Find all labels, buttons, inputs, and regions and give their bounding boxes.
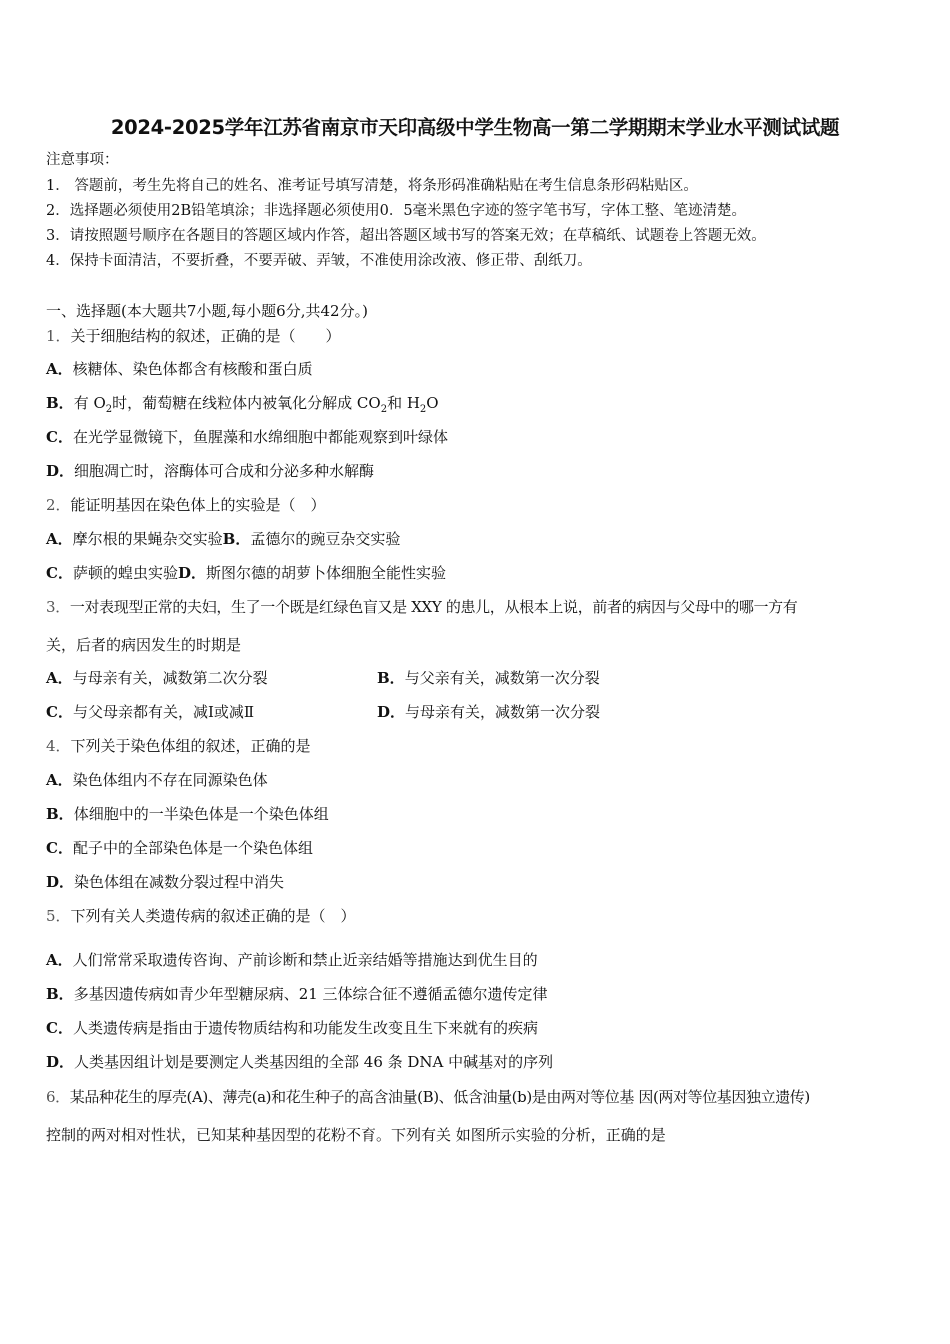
question-6-stem-line-2: 控制的两对相对性状，已知某种基因型的花粉不育。下列有关 如图所示实验的分析，正确的是 bbox=[46, 1126, 666, 1144]
option-text: 斯图尔德的胡萝卜体细胞全能性实验 bbox=[205, 564, 446, 582]
option-text: 与母亲有关，减数第一次分裂 bbox=[405, 703, 601, 721]
option-text: 与母亲有关，减数第二次分裂 bbox=[72, 669, 268, 687]
option-text: 有 O bbox=[73, 394, 106, 412]
question-4-option-c bbox=[46, 838, 313, 858]
subscript: 2 bbox=[380, 404, 388, 415]
question-5-stem bbox=[46, 906, 356, 926]
question-text: 关于细胞结构的叙述，正确的是（ ） bbox=[70, 327, 341, 345]
option-letter: B． bbox=[377, 669, 405, 687]
option-text: 与父亲有关，减数第一次分裂 bbox=[404, 669, 600, 687]
question-number: 1． bbox=[46, 327, 71, 345]
option-text: 时，葡萄糖在线粒体内被氧化分解成 CO bbox=[112, 394, 381, 412]
question-1-stem bbox=[46, 326, 341, 346]
option-text: 配子中的全部染色体是一个染色体组 bbox=[72, 839, 313, 857]
option-text: 萨顿的蝗虫实验 bbox=[72, 564, 178, 582]
option-text: 人们常常采取遗传咨询、产前诊断和禁止近亲结婚等措施达到优生目的 bbox=[72, 951, 538, 969]
question-4-option-d bbox=[46, 872, 284, 892]
option-text: 和 H bbox=[387, 394, 420, 412]
option-text: 与父母亲都有关，减Ⅰ或减Ⅱ bbox=[72, 703, 255, 721]
question-3-option-b bbox=[377, 668, 600, 688]
notice-item-2: 2．选择题必须使用2B铅笔填涂；非选择题必须使用0．5毫米黑色字迹的签字笔书写，字体工整、笔迹清楚。 bbox=[46, 203, 747, 219]
option-letter: B． bbox=[46, 394, 74, 412]
option-letter: D． bbox=[177, 564, 206, 582]
subscript: 2 bbox=[105, 404, 113, 415]
question-5-option-d bbox=[46, 1052, 553, 1072]
option-letter: A． bbox=[46, 771, 73, 789]
notice-heading: 注意事项： bbox=[46, 152, 119, 168]
option-letter: B． bbox=[46, 805, 74, 823]
option-letter: A． bbox=[46, 669, 73, 687]
option-letter: A． bbox=[46, 360, 73, 378]
option-letter: D． bbox=[46, 1053, 75, 1071]
option-text: 染色体组内不存在同源染色体 bbox=[72, 771, 268, 789]
question-number: 6． bbox=[46, 1088, 70, 1106]
option-text: 孟德尔的豌豆杂交实验 bbox=[250, 530, 401, 548]
option-text: 人类基因组计划是要测定人类基因组的全部 46 条 DNA 中碱基对的序列 bbox=[74, 1053, 554, 1071]
option-text: 多基因遗传病如青少年型糖尿病、21 三体综合征不遵循孟德尔遗传定律 bbox=[73, 985, 548, 1003]
option-letter: A． bbox=[46, 530, 73, 548]
option-letter: C． bbox=[46, 1019, 73, 1037]
option-letter: D． bbox=[46, 462, 75, 480]
question-5-option-c bbox=[46, 1018, 538, 1038]
notice-item-1: 1． 答题前，考生先将自己的姓名、准考证号填写清楚，将条形码准确粘贴在考生信息条形码粘贴区。 bbox=[46, 178, 698, 194]
question-1-option-a bbox=[46, 359, 313, 379]
question-3-option-a bbox=[46, 668, 268, 688]
page-title: 2024-2025学年江苏省南京市天印高级中学生物高一第二学期期末学业水平测试试题 bbox=[110, 116, 840, 139]
question-text: 下列关于染色体组的叙述，正确的是 bbox=[70, 737, 311, 755]
option-letter: C． bbox=[46, 703, 73, 721]
question-number: 3． bbox=[46, 598, 70, 616]
question-text: 下列有关人类遗传病的叙述正确的是（ ） bbox=[70, 907, 356, 925]
question-4-option-a bbox=[46, 770, 268, 790]
question-6-stem-line-1 bbox=[46, 1087, 810, 1107]
option-text: 染色体组在减数分裂过程中消失 bbox=[74, 873, 285, 891]
option-text: 核糖体、染色体都含有核酸和蛋白质 bbox=[72, 360, 313, 378]
question-text: 一对表现型正常的夫妇，生了一个既是红绿色盲又是 XXY 的患儿，从根本上说，前者的病因与父母中的哪一方有 bbox=[69, 598, 798, 616]
option-text: O bbox=[426, 394, 439, 412]
option-text: 体细胞中的一半染色体是一个染色体组 bbox=[73, 805, 329, 823]
notice-item-3: 3．请按照题号顺序在各题目的答题区域内作答，超出答题区域书写的答案无效；在草稿纸、试题卷上答题无效。 bbox=[46, 228, 766, 244]
option-letter: B． bbox=[222, 530, 251, 548]
question-3-stem-line-1 bbox=[46, 597, 797, 617]
question-number: 4． bbox=[46, 737, 71, 755]
option-letter: C． bbox=[46, 839, 73, 857]
question-3-stem-line-2: 关，后者的病因发生的时期是 bbox=[46, 636, 242, 654]
option-letter: C． bbox=[46, 428, 73, 446]
question-5-option-b bbox=[46, 984, 548, 1004]
option-text: 人类遗传病是指由于遗传物质结构和功能发生改变且生下来就有的疾病 bbox=[72, 1019, 538, 1037]
option-letter: D． bbox=[46, 873, 75, 891]
option-text: 摩尔根的果蝇杂交实验 bbox=[72, 530, 223, 548]
question-4-option-b bbox=[46, 804, 329, 824]
question-number: 2． bbox=[46, 496, 71, 514]
question-3-option-d bbox=[377, 702, 600, 722]
section-heading: 一、选择题(本大题共7小题,每小题6分,共42分。) bbox=[46, 302, 368, 320]
option-letter: C． bbox=[46, 564, 73, 582]
question-1-option-c bbox=[46, 427, 448, 447]
option-text: 在光学显微镜下，鱼腥藻和水绵细胞中都能观察到叶绿体 bbox=[72, 428, 448, 446]
question-2-stem bbox=[46, 495, 326, 515]
question-5-option-a bbox=[46, 950, 538, 970]
question-1-option-d bbox=[46, 461, 374, 481]
notice-item-4: 4．保持卡面清洁，不要折叠，不要弄破、弄皱，不准使用涂改液、修正带、刮纸刀。 bbox=[46, 253, 592, 269]
question-text: 某品种花生的厚壳(A)、薄壳(a)和花生种子的高含油量(B)、低含油量(b)是由两对等位基 因(两对等位基因独立遗传) bbox=[69, 1088, 810, 1106]
subscript: 2 bbox=[419, 404, 427, 415]
question-text: 能证明基因在染色体上的实验是（ ） bbox=[70, 496, 326, 514]
question-1-option-b bbox=[46, 393, 439, 420]
question-2-options-cd bbox=[46, 563, 446, 583]
question-4-stem bbox=[46, 736, 311, 756]
option-letter: B． bbox=[46, 985, 74, 1003]
question-3-option-c bbox=[46, 702, 254, 722]
option-letter: A． bbox=[46, 951, 73, 969]
question-2-options-ab bbox=[46, 529, 400, 549]
question-number: 5． bbox=[46, 907, 71, 925]
option-text: 细胞凋亡时，溶酶体可合成和分泌多种水解酶 bbox=[74, 462, 375, 480]
option-letter: D． bbox=[377, 703, 406, 721]
